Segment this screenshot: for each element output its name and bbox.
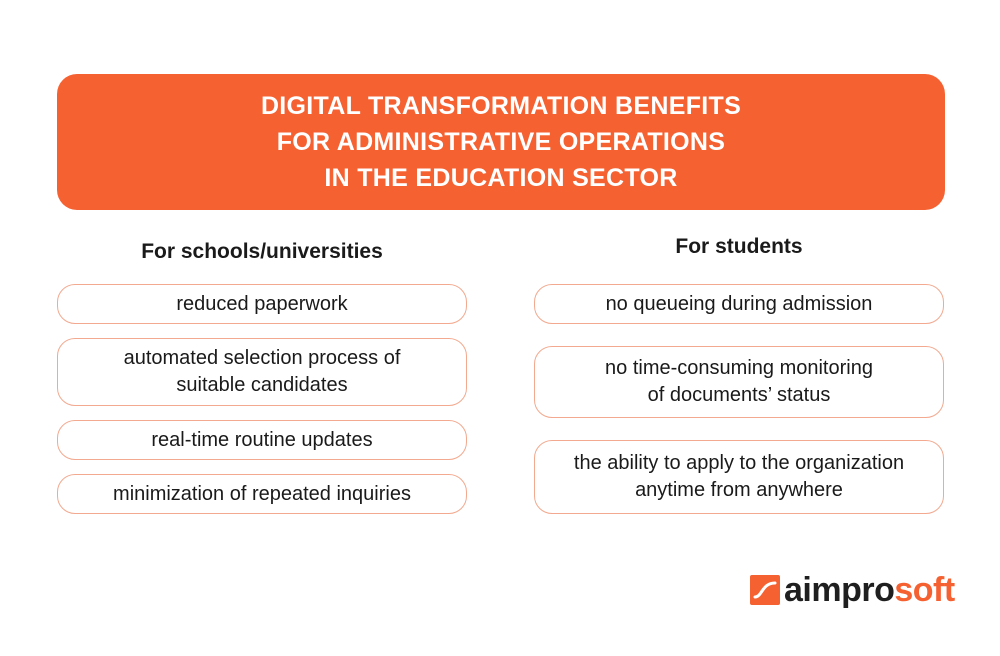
banner-title-line-3: IN THE EDUCATION SECTOR (324, 164, 678, 192)
students-benefit-text: anytime from anywhere (635, 479, 843, 501)
schools-column-heading: For schools/universities (141, 240, 383, 263)
students-benefit-text: no time-consuming monitoring (605, 357, 873, 379)
schools-benefit-item (57, 338, 467, 406)
schools-benefit-text: real-time routine updates (151, 428, 373, 451)
students-column-heading: For students (675, 235, 803, 258)
schools-benefit-item (57, 284, 467, 324)
schools-benefit-text: suitable candidates (176, 374, 348, 396)
schools-benefit-item (57, 420, 467, 460)
schools-benefit-text: minimization of repeated inquiries (113, 482, 411, 505)
banner-title-line-1: DIGITAL TRANSFORMATION BENEFITS (260, 92, 742, 120)
logo-text-soft: soft (894, 571, 955, 609)
students-benefit-text: no queueing during admission (605, 292, 873, 315)
banner-title-line-2: FOR ADMINISTRATIVE OPERATIONS (276, 128, 726, 156)
logo-mark-icon (750, 575, 780, 605)
schools-benefit-text: reduced paperwork (176, 292, 348, 315)
logo-text-aimpro: aimpro (784, 571, 895, 609)
aimprosoft-logo (750, 570, 955, 610)
students-benefit-item (534, 440, 944, 514)
students-benefit-item (534, 346, 944, 418)
students-benefit-item (534, 284, 944, 324)
students-benefit-text: of documents’ status (647, 384, 831, 406)
logo-wordmark (784, 570, 955, 610)
title-banner (57, 74, 945, 210)
schools-benefit-text: automated selection process of (123, 347, 401, 369)
students-benefit-text: the ability to apply to the organization (573, 452, 905, 474)
schools-benefit-item (57, 474, 467, 514)
